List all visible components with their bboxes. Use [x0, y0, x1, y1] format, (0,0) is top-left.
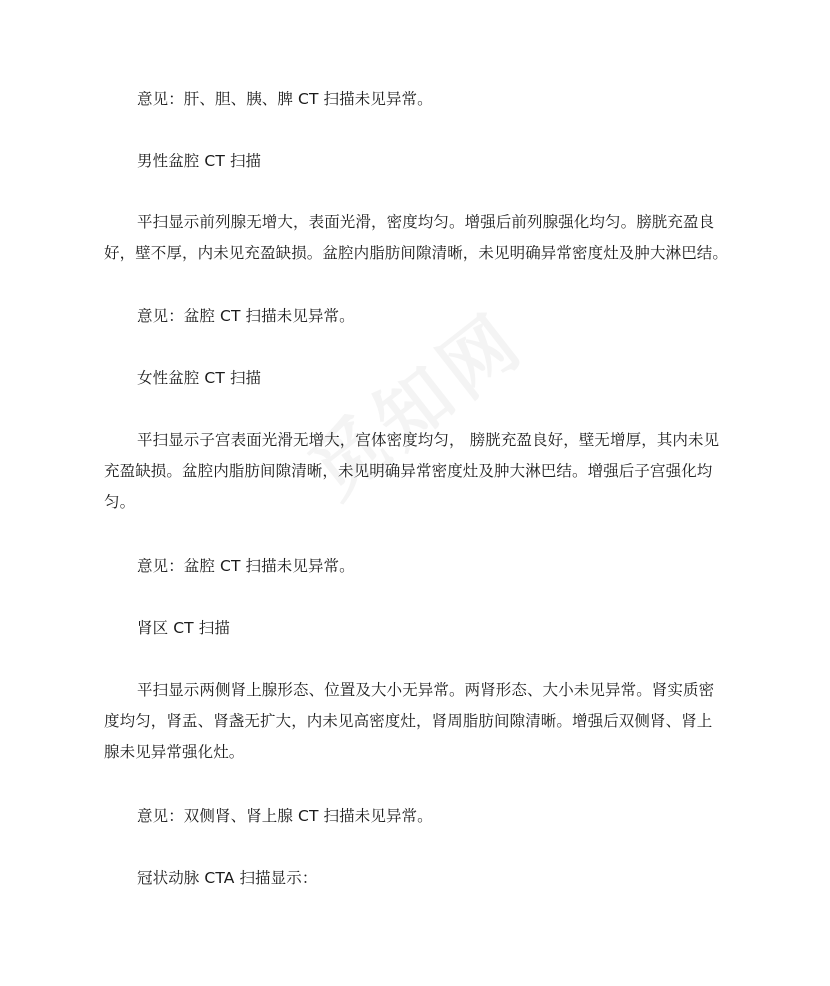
text-line: 好，壁不厚，内未见充盈缺损。盆腔内脂肪间隙清晰，未见明确异常密度灶及肿大淋巴结。: [104, 244, 729, 262]
heading-coronary-cta: [104, 863, 732, 894]
text-line: 冠状动脉 CTA 扫描显示：: [137, 869, 318, 887]
heading-female-pelvis-ct: [104, 363, 732, 394]
text-line: 肾区 CT 扫描: [137, 619, 230, 637]
text-line: 腺未见异常强化灶。: [104, 743, 245, 761]
paragraph-female-pelvis-opinion: [104, 551, 732, 582]
text-line: 男性盆腔 CT 扫描: [137, 152, 262, 170]
paragraph-female-pelvis-findings: [104, 425, 732, 518]
paragraph-kidney-findings: [104, 675, 732, 768]
text-line: 意见：双侧肾、肾上腺 CT 扫描未见异常。: [137, 807, 433, 825]
heading-kidney-ct: [104, 613, 732, 644]
text-line: 充盈缺损。盆腔内脂肪间隙清晰，未见明确异常密度灶及肿大淋巴结。增强后子宫强化均: [104, 462, 713, 480]
paragraph-male-pelvis-opinion: [104, 301, 732, 332]
paragraph-male-pelvis-findings: [104, 207, 732, 269]
text-line: 匀。: [104, 493, 136, 511]
text-line: 意见：肝、胆、胰、脾 CT 扫描未见异常。: [137, 90, 433, 108]
paragraph-liver-opinion: [104, 84, 732, 115]
text-line: 平扫显示子宫表面光滑无增大，宫体密度均匀， 膀胱充盈良好，壁无增厚，其内未见: [137, 431, 720, 449]
text-line: 女性盆腔 CT 扫描: [137, 369, 262, 387]
text-line: 平扫显示前列腺无增大，表面光滑，密度均匀。增强后前列腺强化均匀。膀胱充盈良: [137, 213, 715, 231]
heading-male-pelvis-ct: [104, 146, 732, 177]
text-line: 平扫显示两侧肾上腺形态、位置及大小无异常。两肾形态、大小未见异常。肾实质密: [137, 681, 715, 699]
paragraph-kidney-opinion: [104, 801, 732, 832]
text-line: 意见：盆腔 CT 扫描未见异常。: [137, 307, 355, 325]
text-line: 意见：盆腔 CT 扫描未见异常。: [137, 557, 355, 575]
text-line: 度均匀，肾盂、肾盏无扩大，内未见高密度灶，肾周脂肪间隙清晰。增强后双侧肾、肾上: [104, 712, 713, 730]
